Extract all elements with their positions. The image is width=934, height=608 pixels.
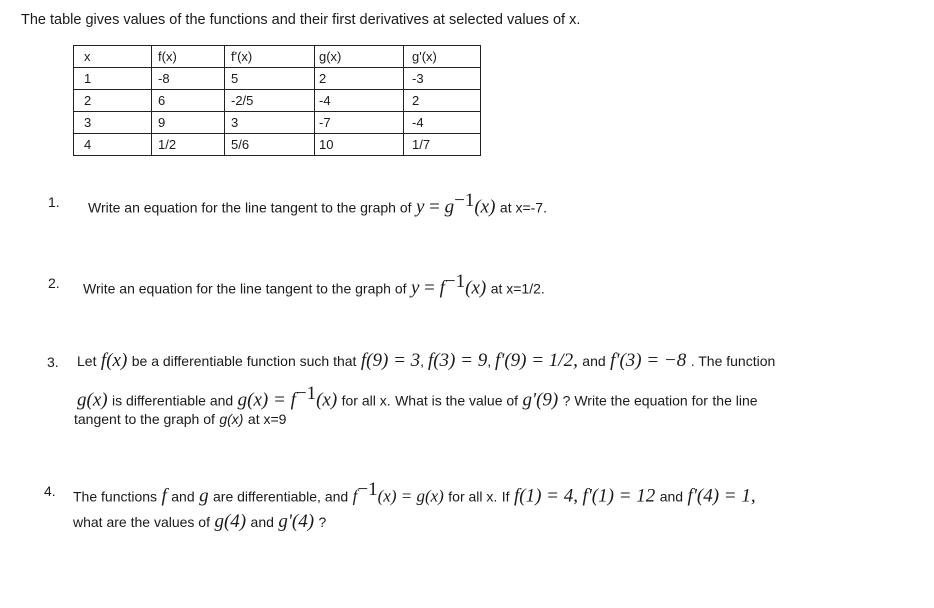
table-header-row [74, 46, 481, 68]
cell-g: 2 [315, 68, 404, 90]
q3-line-3-at: at x=9 [247, 411, 287, 427]
cell-fprime: 5 [225, 68, 315, 90]
q1-tail: at x=-7. [499, 199, 547, 216]
q3-cond-2: f(3) = 9 [427, 350, 488, 371]
table-row [74, 90, 481, 112]
cell-g: 10 [315, 134, 404, 156]
q1-text: Write an equation for the line tangent to the graph of [88, 199, 412, 216]
values-table [73, 45, 481, 156]
q4-inverse-rest: (x) = g(x) [377, 486, 444, 506]
q3-inverse-sup: −1 [295, 383, 317, 404]
cell-x: 4 [74, 134, 152, 156]
q3-the-function: . The function [690, 353, 776, 369]
q4-inverse-f: f [352, 486, 358, 506]
question-4-line-1 [73, 479, 756, 507]
q3-f-of-x: f(x) [100, 350, 128, 371]
q4-question-mark: ? [318, 514, 327, 530]
q3-the-line: the line [712, 392, 758, 409]
cell-g: -4 [315, 90, 404, 112]
q2-equals: = [419, 277, 440, 299]
header-f: f(x) [152, 46, 225, 68]
q4-g: g [199, 485, 209, 507]
q3-let: Let [77, 353, 97, 369]
q1-number: 1. [48, 194, 60, 210]
q4-f: f [161, 485, 167, 507]
q2-number: 2. [48, 275, 60, 291]
header-gprime: g'(x) [404, 46, 481, 68]
cell-fprime: 5/6 [225, 134, 315, 156]
q4-and-2: and [659, 488, 684, 505]
q4-cond-3: f'(4) = 1, [687, 485, 756, 507]
q4-line-2-text: what are the values of [73, 514, 210, 530]
q3-and: and [582, 353, 606, 369]
cell-fprime: -2/5 [225, 90, 315, 112]
q3-gprime-9: g'(9) [522, 389, 559, 411]
q4-number: 4. [44, 483, 56, 499]
q2-text: Write an equation for the line tangent to the graph of [83, 280, 407, 297]
cell-x: 2 [74, 90, 152, 112]
cell-gprime: 2 [404, 90, 481, 112]
q4-cond-2: f'(1) = 12 [582, 485, 656, 507]
q3-g-of-x: g(x) [77, 389, 108, 411]
q4-text-2: are differentiable, and [213, 488, 349, 505]
q3-g-eq-f: g(x) = f [237, 389, 296, 411]
cell-g: -7 [315, 112, 404, 134]
q3-for-all: for all x. [341, 392, 391, 409]
table-row [74, 68, 481, 90]
q3-is-diff: is differentiable and [112, 392, 234, 409]
q3-line-3-g: g(x) [219, 411, 244, 427]
table-row [74, 134, 481, 156]
q4-cond-1: f(1) = 4, [513, 485, 578, 507]
q4-and-1: and [171, 488, 195, 505]
q4-and-3: and [250, 514, 274, 530]
question-4-line-2 [73, 511, 326, 533]
q2-arg: (x) [465, 277, 487, 299]
question-3-line-2 [77, 383, 758, 411]
q2-f: f [439, 277, 445, 299]
q4-inverse-sup: −1 [357, 479, 378, 500]
cell-x: 3 [74, 112, 152, 134]
header-fprime: f'(x) [225, 46, 315, 68]
q1-inverse-sup: −1 [454, 190, 475, 211]
q3-be-text: be a differentiable function such that [131, 353, 357, 369]
q1-g: g [444, 196, 455, 218]
cell-x: 1 [74, 68, 152, 90]
question-1 [88, 190, 547, 218]
q3-g-eq-arg: (x) [316, 389, 338, 411]
q2-y: y [410, 277, 420, 299]
q3-cond-4: f'(3) = −8 [610, 350, 687, 371]
intro-text: The table gives values of the functions and their first derivatives at selected values of x. [21, 12, 581, 28]
q4-g4: g(4) [214, 511, 247, 532]
q2-tail: at x=1/2. [490, 280, 545, 297]
question-2 [83, 271, 545, 299]
header-g: g(x) [315, 46, 404, 68]
q3-line-3-text: tangent to the graph of [74, 411, 215, 427]
cell-gprime: 1/7 [404, 134, 481, 156]
question-3-line-3 [74, 411, 286, 429]
q3-write-eq: ? Write the equation for [562, 392, 708, 409]
table-row [74, 112, 481, 134]
q3-what-is: What is the value of [395, 392, 519, 409]
cell-f: -8 [152, 68, 225, 90]
q2-inverse-sup: −1 [444, 271, 466, 292]
question-3-line-1: Let f(x) be a differentiable function such that f(9) = 3, f(3) = 9, f'(9) = 1/2, and f'(3) = −8 . The function [77, 350, 776, 371]
q3-cond-3: f'(9) = 1/2, [494, 350, 578, 371]
q3-cond-1: f(9) = 3 [360, 350, 421, 371]
q4-for-all: for all x. [448, 488, 498, 505]
q1-equals: = [424, 196, 445, 218]
q1-y: y [415, 196, 425, 218]
cell-f: 6 [152, 90, 225, 112]
cell-f: 9 [152, 112, 225, 134]
q4-if: If [501, 488, 510, 505]
q4-gprime-4: g'(4) [278, 511, 315, 532]
header-x: x [74, 46, 152, 68]
cell-fprime: 3 [225, 112, 315, 134]
q4-text-1: The functions [73, 488, 158, 505]
q1-arg: (x) [474, 196, 496, 218]
q3-number: 3. [47, 354, 59, 370]
cell-gprime: -3 [404, 68, 481, 90]
cell-f: 1/2 [152, 134, 225, 156]
cell-gprime: -4 [404, 112, 481, 134]
